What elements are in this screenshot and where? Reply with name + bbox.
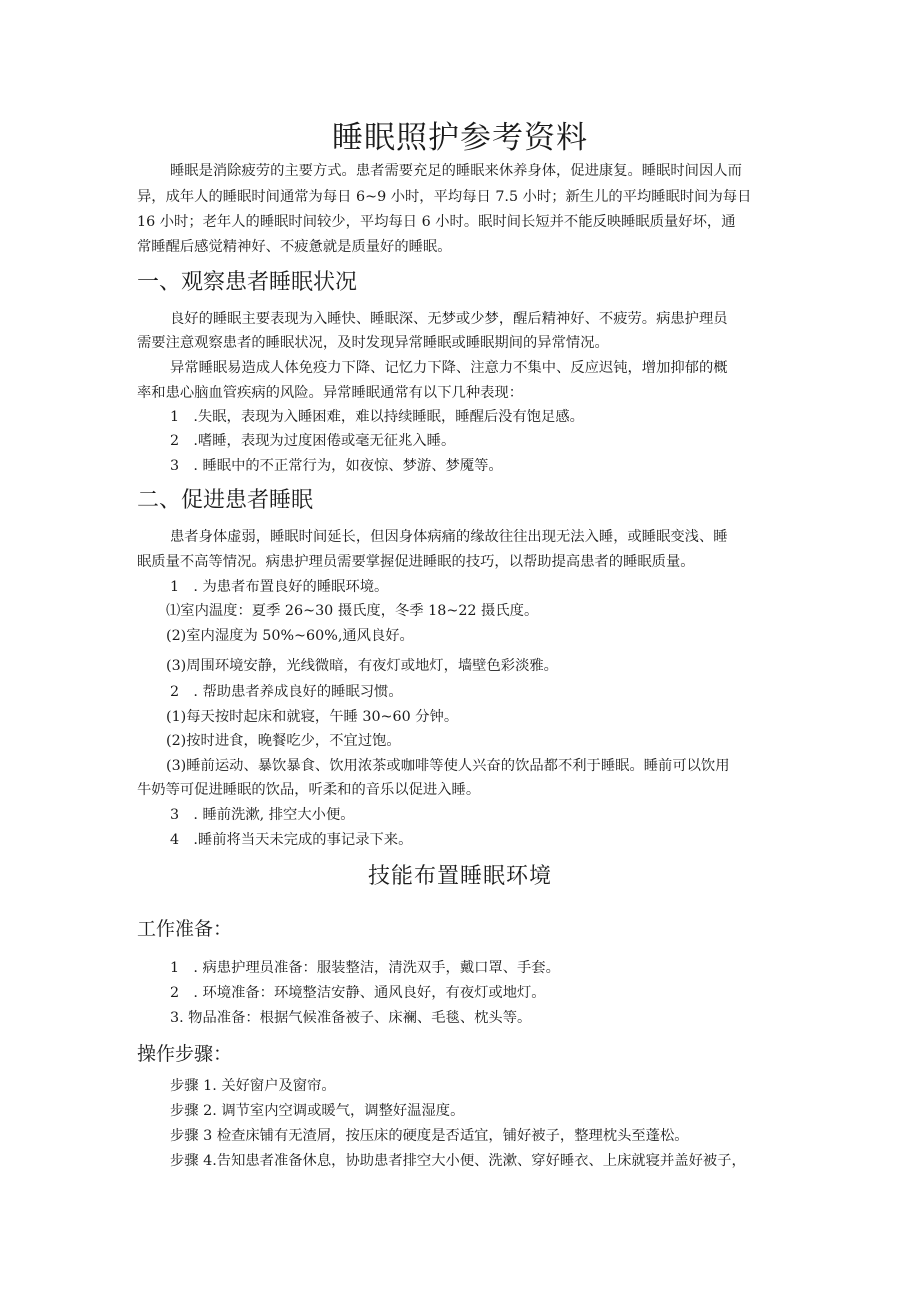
section2-line-9: (2)按时进食，晚餐吃少，不宜过饱。 xyxy=(166,733,401,749)
prep-line-1: 1 . 病患护理员准备：服装整洁，清洗双手，戴口罩、手套。 xyxy=(170,960,560,976)
section1-line-3: 异常睡眠易造成人体免疫力下降、记忆力下降、注意力不集中、反应迟钝，增加抑郁的概 xyxy=(170,360,728,376)
section1-line-4: 率和患心脑血管疾病的风险。异常睡眠通常有以下几种表现： xyxy=(137,385,524,401)
intro-line-4: 常睡醒后感觉精神好、不疲惫就是质量好的睡眠。 xyxy=(137,239,452,255)
section1-item-3: 3 . 睡眠中的不正常行为，如夜惊、梦游、梦魇等。 xyxy=(170,458,503,474)
section2-line-11: 牛奶等可促进睡眠的饮品，听柔和的音乐以促进入睡。 xyxy=(137,782,481,798)
section1-item-2: 2 .嗜睡，表现为过度困倦或毫无征兆入睡。 xyxy=(170,433,456,449)
section2-line-8: (1)每天按时起床和就寝，午睡 30~60 分钟。 xyxy=(166,709,459,725)
section2-line-2: 眠质量不高等情况。病患护理员需要掌握促进睡眠的技巧，以帮助提高患者的睡眠质量。 xyxy=(137,554,695,570)
prep-line-2: 2 . 环境准备：环境整洁安静、通风良好，有夜灯或地灯。 xyxy=(170,985,546,1001)
section2-heading: 二、促进患者睡眠 xyxy=(137,488,314,513)
intro-line-1: 睡眠是消除疲劳的主要方式。患者需要充足的睡眠来休养身体，促进康复。睡眠时间因人而 xyxy=(170,163,742,179)
section1-line-1: 良好的睡眠主要表现为入睡快、睡眠深、无梦或少梦，醒后精神好、不疲劳。病患护理员 xyxy=(170,311,728,327)
section1-item-1: 1 .失眠，表现为入睡困难，难以持续睡眠，睡醒后没有饱足感。 xyxy=(170,409,584,425)
prep-line-3: 3. 物品准备：根据气候准备被子、床襕、毛毯、枕头等。 xyxy=(170,1010,532,1026)
section2-line-13: 4 .睡前将当天未完成的事记录下来。 xyxy=(170,832,413,848)
section2-line-4: ⑴室内温度：夏季 26~30 摄氏度，冬季 18~22 摄氏度。 xyxy=(166,603,539,619)
section2-line-12: 3 . 睡前洗漱, 排空大小便。 xyxy=(170,807,355,823)
step-2: 步骤 2. 调节室内空调或暖气，调整好温湿度。 xyxy=(170,1103,465,1119)
step-3: 步骤 3 检查床铺有无渣屑，按压床的硬度是否适宜，铺好被子，整理枕头至蓬松。 xyxy=(170,1128,689,1144)
step-4: 步骤 4.告知患者准备休息，协助患者排空大小便、洗漱、穿好睡衣、上床就寝并盖好被子， xyxy=(170,1153,746,1169)
section2-line-10: (3)睡前运动、暴饮暴食、饮用浓茶或咖啡等使人兴奋的饮品都不利于睡眠。睡前可以饮用 xyxy=(166,758,730,774)
skill-title: 技能布置睡眠环境 xyxy=(367,864,552,889)
section2-line-3: 1 . 为患者布置良好的睡眠环境。 xyxy=(170,579,389,595)
steps-heading: 操作步骤： xyxy=(137,1043,233,1065)
intro-line-2: 异，成年人的睡眠时间通常为每日 6~9 小时，平均每日 7.5 小时；新生儿的平均睡眠时间为每日 xyxy=(137,189,752,205)
step-1: 步骤 1. 关好窗户及窗帘。 xyxy=(170,1078,336,1094)
section2-line-5: (2)室内湿度为 50%~60%,通风良好。 xyxy=(166,628,414,644)
section1-line-2: 需要注意观察患者的睡眠状况，及时发现异常睡眠或睡眠期间的异常情况。 xyxy=(137,335,609,351)
section2-line-1: 患者身体虚弱，睡眠时间延长，但因身体病痛的缘故往往出现无法入睡，或睡眠变浅、睡 xyxy=(170,529,728,545)
intro-line-3: 16 小时；老年人的睡眠时间较少，平均每日 6 小时。眠时间长短并不能反映睡眠质量好坏，通 xyxy=(137,214,736,230)
section2-line-6: (3)周围环境安静，光线微暗，有夜灯或地灯，墙壁色彩淡雅。 xyxy=(166,658,558,674)
section2-line-7: 2 . 帮助患者养成良好的睡眠习惯。 xyxy=(170,684,403,700)
prep-heading: 工作准备： xyxy=(137,918,233,940)
page-title: 睡眠照护参考资料 xyxy=(332,120,588,156)
section1-heading: 一、观察患者睡眠状况 xyxy=(137,270,358,295)
